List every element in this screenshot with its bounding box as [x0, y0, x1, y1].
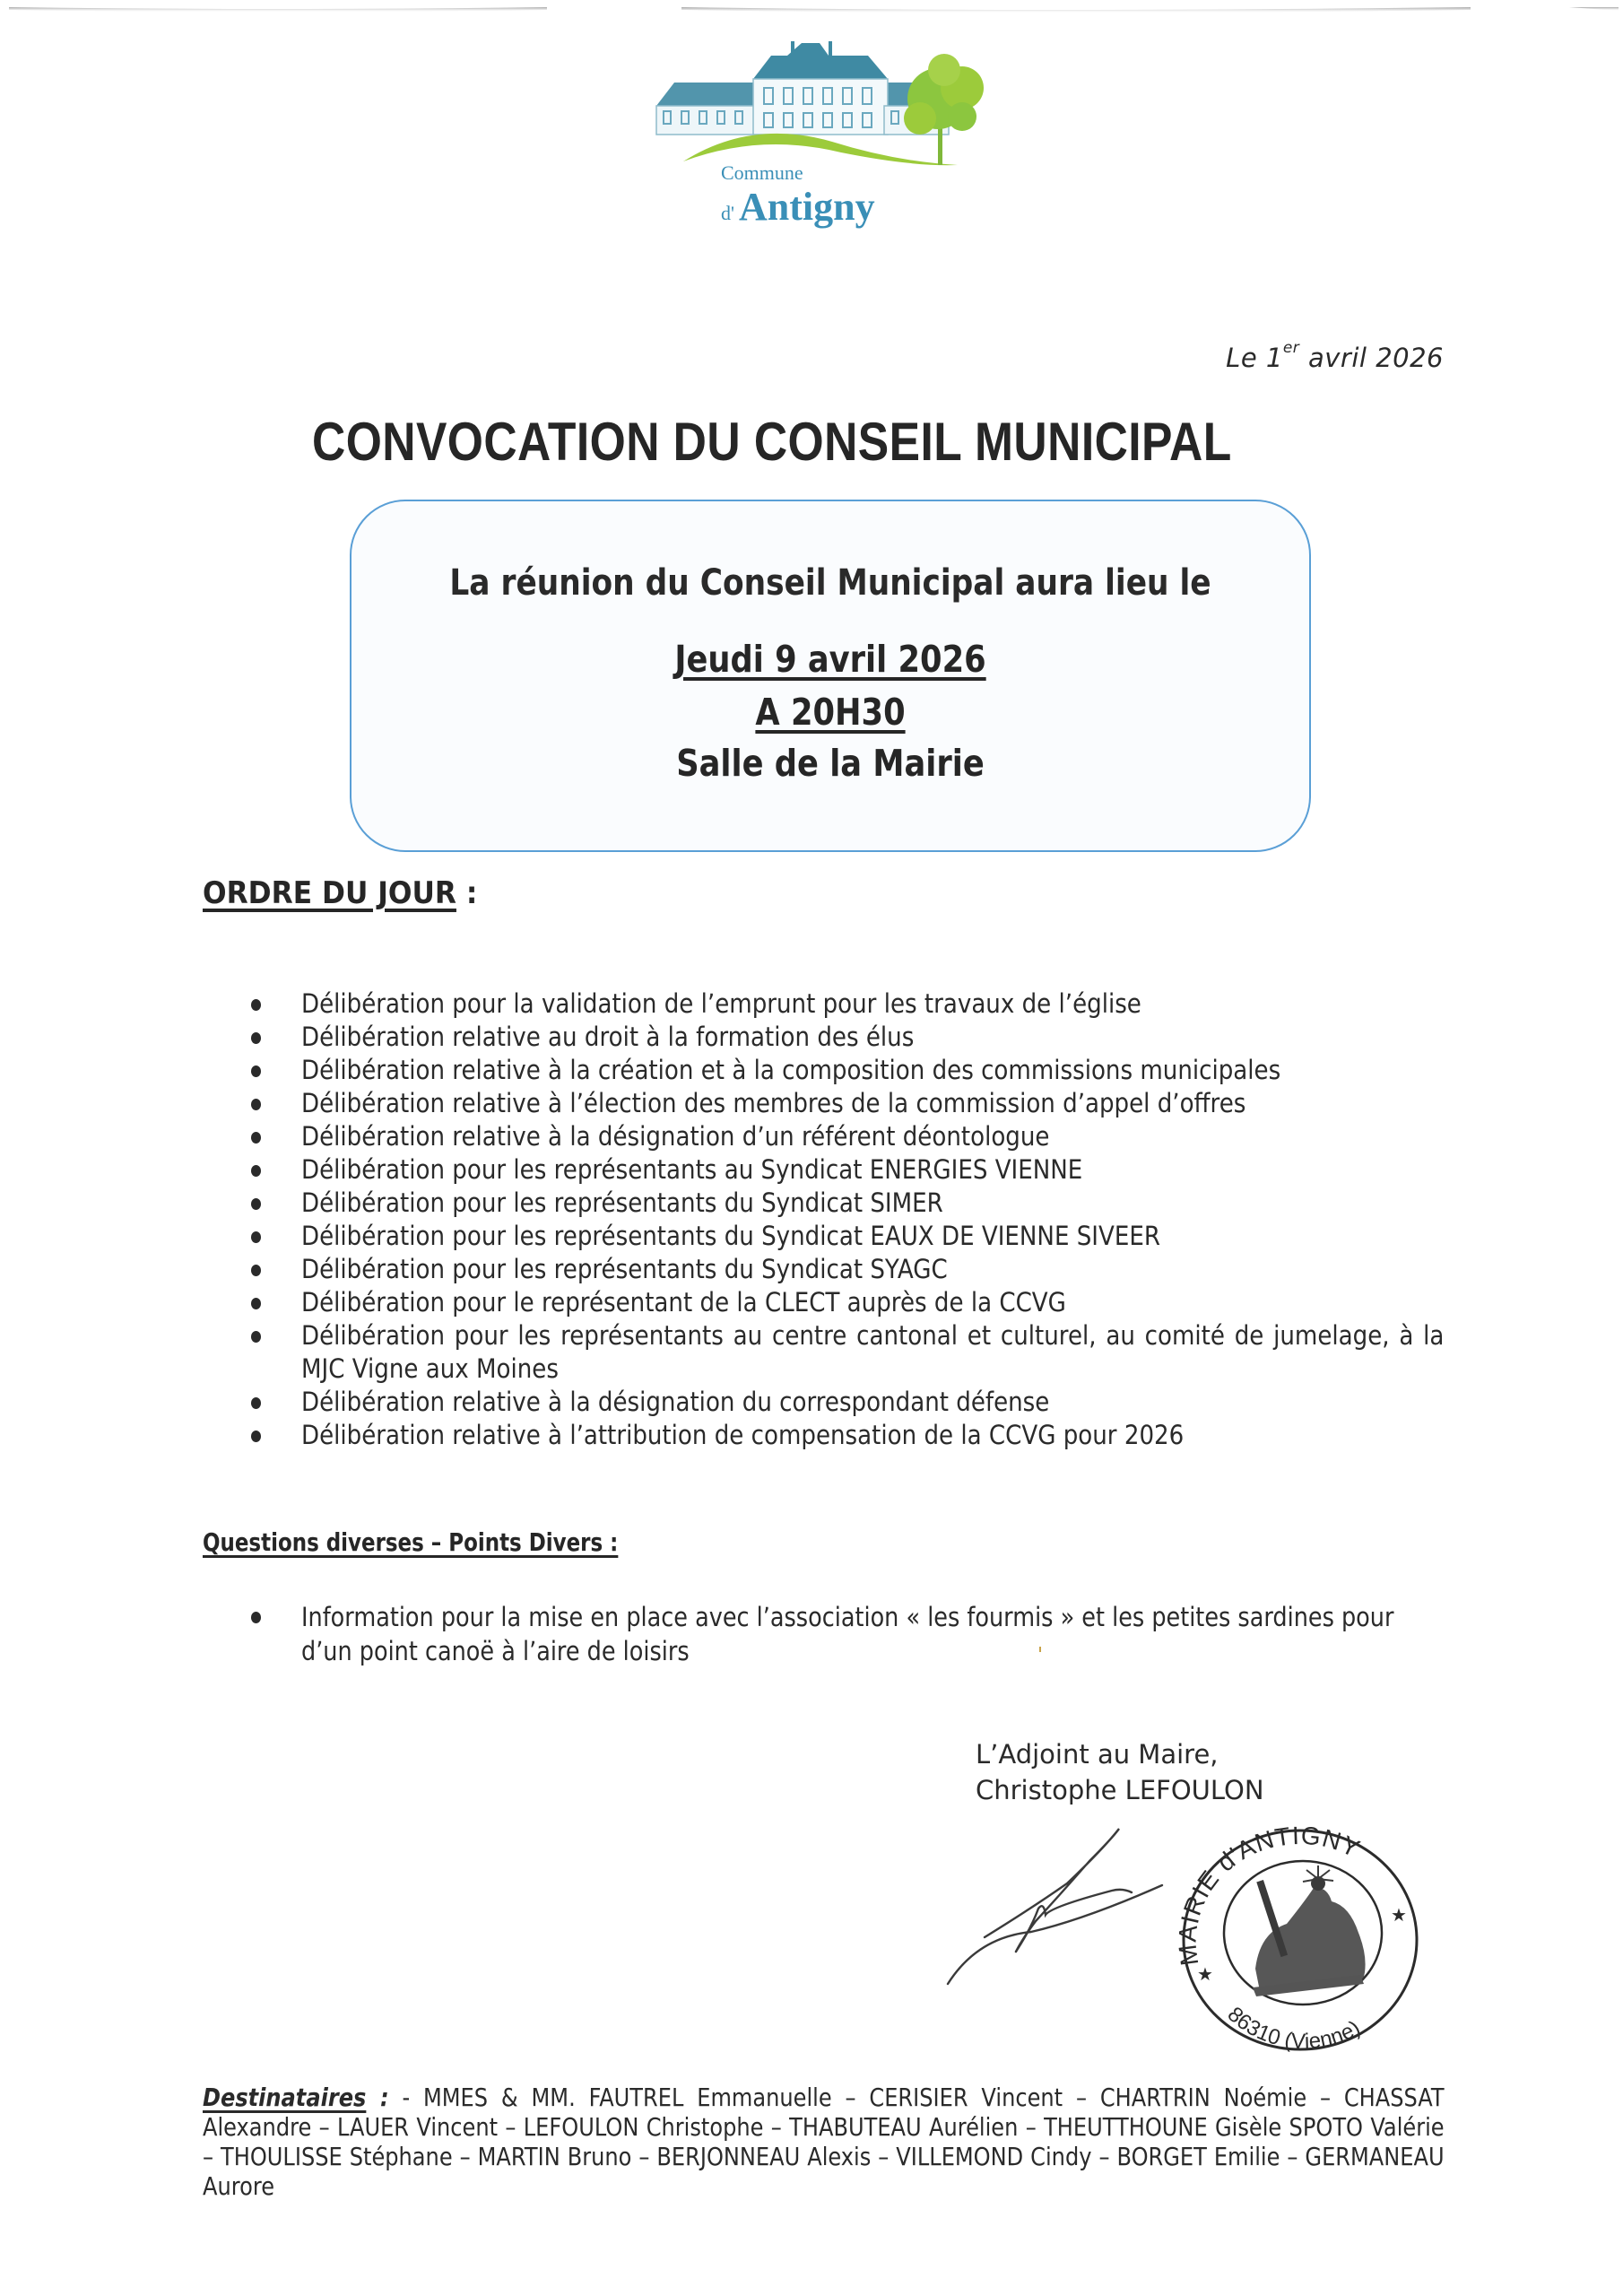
date-day: 1 — [1265, 343, 1283, 373]
agenda-item-text: Délibération pour les représentants au centre cantonal et culturel, au comité de jumelage, à la MJC Vigne aux Moines — [301, 1320, 1445, 1384]
agenda-heading — [203, 875, 477, 911]
agenda-item-text: Délibération relative à l’élection des membres de la commission d’appel d’offres — [301, 1088, 1246, 1118]
signatory-block — [976, 1736, 1264, 1808]
agenda-item-text: Délibération pour les représentants du Syndicat EAUX DE VIENNE SIVEER — [301, 1221, 1160, 1251]
meeting-day: Jeudi 9 avril 2026 — [674, 638, 986, 681]
misc-list — [0, 1600, 1623, 1668]
scan-edge-shadow — [0, 0, 1623, 13]
agenda-heading-colon: : — [456, 875, 478, 911]
bullet-icon — [251, 1132, 261, 1144]
commune-logo — [653, 36, 998, 233]
date-ordinal: er — [1282, 339, 1300, 357]
agenda-item — [0, 987, 1623, 1021]
bullet-icon — [251, 1099, 261, 1110]
agenda-item — [0, 1319, 1623, 1386]
bullet-icon — [251, 1231, 261, 1243]
bullet-icon — [251, 1165, 261, 1177]
bullet-icon — [251, 1298, 261, 1309]
misc-item — [0, 1600, 1623, 1668]
agenda-item — [0, 1286, 1623, 1319]
bullet-icon — [251, 1265, 261, 1276]
signatory-name: Christophe LEFOULON — [976, 1775, 1264, 1805]
agenda-item-text: Délibération pour la validation de l’emprunt pour les travaux de l’église — [301, 988, 1141, 1019]
recipients-colon: : — [366, 2083, 389, 2112]
official-stamp — [1170, 1821, 1430, 2058]
agenda-list — [0, 987, 1623, 1452]
agenda-item — [0, 1153, 1623, 1187]
date-prefix: Le — [1226, 343, 1266, 373]
svg-text:86310 (Vienne) — [1223, 2002, 1365, 2054]
agenda-item — [0, 1120, 1623, 1153]
bullet-icon — [251, 1431, 261, 1442]
meeting-info-box — [350, 500, 1311, 852]
bullet-icon — [251, 1032, 261, 1044]
agenda-item-text: Délibération relative à la désignation d’un référent déontologue — [301, 1121, 1050, 1152]
date-rest: avril 2026 — [1299, 343, 1444, 373]
meeting-time: A 20H30 — [755, 691, 906, 734]
star-icon: ★ — [1197, 1965, 1213, 1985]
bullet-icon — [251, 1065, 261, 1077]
misc-heading: Questions diverses – Points Divers : — [203, 1527, 619, 1557]
star-icon: ★ — [1391, 1906, 1407, 1926]
bullet-icon — [251, 1198, 261, 1210]
recipients-block — [203, 2083, 1445, 2201]
document-date — [1226, 339, 1444, 373]
meeting-time-wrap — [419, 691, 1242, 734]
stamp-bottom-text: 86310 (Vienne) — [1222, 2002, 1365, 2055]
tree-icon — [904, 54, 984, 165]
bullet-icon — [251, 999, 261, 1011]
green-hill-swoosh — [683, 134, 958, 165]
agenda-heading-text: ORDRE DU JOUR — [203, 875, 456, 911]
signatory-role: L’Adjoint au Maire, — [976, 1739, 1219, 1770]
bullet-icon — [251, 1331, 261, 1343]
recipients-label: Destinataires — [203, 2083, 367, 2112]
handwritten-signature — [933, 1821, 1184, 2018]
meeting-intro: La réunion du Conseil Municipal aura lieu le — [449, 562, 1211, 604]
agenda-item-text: Délibération relative à la désignation du correspondant défense — [301, 1387, 1050, 1417]
stamp-top-text: MAIRIE d'ANTIGNY — [1173, 1821, 1365, 1968]
recipients-list: - MMES & MM. FAUTREL Emmanuelle – CERISIER Vincent – CHARTRIN Noémie – CHASSAT Alexandre – LAUER Vincent – LEFOULON Christophe – THABUTEAU Aurélien – THEUTTHOUNE Gisèle SPOTO Valérie – THOULISSE Stéphane – MARTIN Bruno – BERJONNEAU Alexis – VILLEMOND Cindy – BORGET Emilie – GERMANEAU Aurore — [203, 2083, 1445, 2201]
marianne-figure-icon — [1253, 1866, 1366, 1996]
meeting-place: Salle de la Mairie — [676, 742, 985, 785]
agenda-item — [0, 1386, 1623, 1419]
agenda-item — [0, 1220, 1623, 1253]
agenda-item-text: Délibération relative à l’attribution de compensation de la CCVG pour 2026 — [301, 1420, 1185, 1450]
bullet-icon — [251, 1397, 261, 1409]
agenda-item-text: Délibération pour les représentants au Syndicat ENERGIES VIENNE — [301, 1154, 1083, 1185]
agenda-item — [0, 1021, 1623, 1054]
logo-town-name: Antigny — [739, 185, 875, 229]
logo-prefix-text: d' — [721, 202, 734, 224]
agenda-item — [0, 1253, 1623, 1286]
agenda-item-text: Délibération relative au droit à la formation des élus — [301, 1022, 915, 1052]
agenda-item-text: Délibération pour les représentants du Syndicat SYAGC — [301, 1254, 948, 1284]
page-title: CONVOCATION DU CONSEIL MUNICIPAL — [312, 412, 1232, 472]
agenda-item-text: Délibération pour les représentants du Syndicat SIMER — [301, 1187, 943, 1218]
bullet-icon — [251, 1612, 261, 1623]
scan-smudge — [1039, 1647, 1041, 1652]
misc-item-text: Information pour la mise en place avec l’association « les fourmis » et les petites sardines pour d’un point canoë à l’aire de loisirs — [301, 1602, 1394, 1666]
agenda-item-text: Délibération relative à la création et à la composition des commissions municipales — [301, 1055, 1281, 1085]
agenda-item — [0, 1419, 1623, 1452]
meeting-day-wrap — [419, 638, 1242, 681]
agenda-item — [0, 1087, 1623, 1120]
agenda-item — [0, 1054, 1623, 1087]
logo-commune-text: Commune — [721, 161, 803, 184]
agenda-item-text: Délibération pour le représentant de la CLECT auprès de la CCVG — [301, 1287, 1066, 1318]
agenda-item — [0, 1187, 1623, 1220]
